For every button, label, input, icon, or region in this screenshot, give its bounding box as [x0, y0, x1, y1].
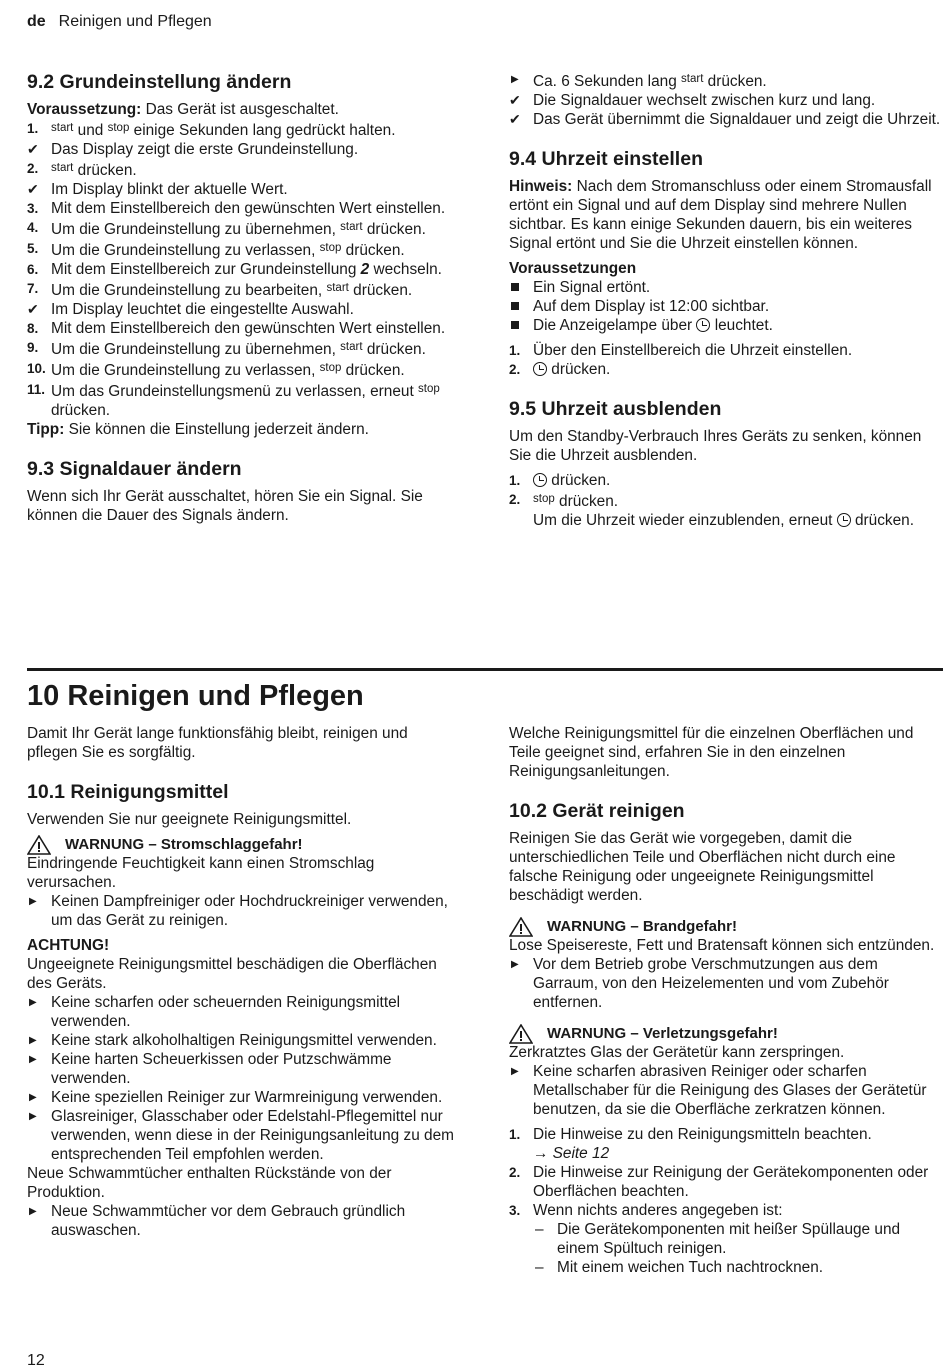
clean-step-2: 2. Die Hinweise zur Reinigung der Gerätekomponenten oder Oberflächen beachten.: [509, 1164, 929, 1200]
check-icon: ✔: [509, 111, 521, 127]
fire-warning-text: Lose Speisereste, Fett und Bratensaft können sich entzünden.: [509, 937, 935, 954]
result-1: ✔ Das Display zeigt die erste Grundeinstellung.: [27, 141, 359, 158]
page-number: 12: [27, 1352, 45, 1369]
header-title: Reinigen und Pflegen: [58, 13, 212, 30]
prereq-item-1: Ein Signal ertönt.: [509, 278, 945, 297]
step-1: 1. $^{start}$ und $^{stop}$ einige Sekunden lang gedrückt halten.: [27, 121, 396, 139]
section-9-5-heading: 9.5 Uhrzeit ausblenden: [509, 398, 722, 420]
step-3: 3. Mit dem Einstellbereich den gewünschten Wert einstellen.: [27, 200, 446, 217]
fire-warning-action: ▶ Vor dem Betrieb grobe Verschmutzungen aus dem Garraum, von den Heizelementen und vom Zubehör entfernen.: [511, 956, 889, 1011]
stop-key-label: stop: [107, 122, 130, 134]
clean-step-1: 1. Die Hinweise zu den Reinigungsmitteln beachten. → Seite 12: [509, 1126, 872, 1162]
section-9-4-heading: 9.4 Uhrzeit einstellen: [509, 148, 703, 170]
section-9-3-intro: Wenn sich Ihr Gerät ausschaltet, hören Sie ein Signal. Sie können die Dauer des Signals ändern.: [27, 488, 423, 524]
left-column-top: [27, 70, 462, 525]
chapter-divider: [27, 668, 943, 671]
hide-step-1: 1. drücken.: [509, 472, 611, 489]
action-arrow-icon: ▶: [29, 997, 37, 1008]
section-9-5-intro: Um den Standby-Verbrauch Ihres Geräts zu senken, können Sie die Uhrzeit ausblenden.: [509, 428, 922, 464]
action-arrow-icon: ▶: [29, 1111, 37, 1122]
clock-icon: [533, 473, 547, 487]
signal-result-1: ✔ Die Signaldauer wechselt zwischen kurz und lang.: [509, 92, 876, 109]
section-10-1-intro: Verwenden Sie nur geeignete Reinigungsmittel.: [27, 811, 352, 828]
injury-warning-text: Zerkratztes Glas der Gerätetür kann zerspringen.: [509, 1044, 845, 1061]
clean-substep-1: – Die Gerätekomponenten mit heißer Spüllauge und einem Spültuch reinigen.: [535, 1221, 901, 1257]
step-5: 5. Um die Grundeinstellung zu verlassen, $^{stop}$ drücken.: [27, 241, 405, 259]
step-4: 4. Um die Grundeinstellung zu übernehmen, $^{start}$ drücken.: [27, 220, 426, 238]
section-10-2-intro: Reinigen Sie das Gerät wie vorgegeben, damit die unterschiedlichen Teile und Oberflächen nicht durch eine falsche Reinigung oder ungeeignete Reinigungsmittel beschädigt werden.: [509, 830, 896, 904]
note: Hinweis: Nach dem Stromanschluss oder einem Stromausfall ertönt ein Signal und auf dem Display sind mehrere Nullen sichtbar. Es kann einige Sekunden dauern, bis ein weiteres Signal ertönt und Sie die Uhrzeit einstellen können.: [509, 178, 932, 252]
action-arrow-icon: ▶: [29, 1054, 37, 1065]
electric-shock-warning: WARNUNG – Stromschlaggefahr!: [27, 835, 462, 854]
square-bullet-icon: [511, 321, 519, 329]
list-item: ▶ Keine speziellen Reiniger zur Warmreinigung verwenden.: [29, 1089, 443, 1106]
prereq-item-3: Die Anzeigelampe über leuchtet.: [509, 316, 945, 335]
injury-warning: WARNUNG – Verletzungsgefahr!: [509, 1024, 945, 1043]
step-10: 10. Um die Grundeinstellung zu verlassen, $^{stop}$ drücken.: [27, 361, 405, 379]
right-column-top: [509, 70, 945, 530]
time-step-2: 2. drücken.: [509, 361, 611, 378]
section-10-2-heading: 10.2 Gerät reinigen: [509, 800, 685, 822]
section-9-2-heading: 9.2 Grundeinstellung ändern: [27, 71, 292, 93]
injury-warning-action: ▶ Keine scharfen abrasiven Reiniger oder scharfen Metallschaber für die Reinigung des Glases der Gerätetür benutzen, da sie die Oberfläche zerkratzen können.: [511, 1063, 927, 1118]
clean-substep-2: – Mit einem weichen Tuch nachtrocknen.: [535, 1259, 824, 1276]
caution-title: ACHTUNG!: [27, 937, 110, 954]
result-2: ✔ Im Display blinkt der aktuelle Wert.: [27, 181, 288, 198]
list-item: ▶ Keine stark alkoholhaltigen Reinigungsmittel verwenden.: [29, 1032, 437, 1049]
signal-action: ▶ Ca. 6 Sekunden lang $^{start}$ drücken.: [509, 70, 945, 91]
prerequisites-heading: Voraussetzungen: [509, 260, 637, 277]
left-column-bottom: [27, 724, 462, 1240]
setting-2-symbol: 2: [360, 261, 370, 278]
action-arrow-icon: ▶: [511, 1066, 519, 1077]
step-11: 11. Um das Grundeinstellungsmenü zu verlassen, erneut $^{stop}$ drücken.: [27, 382, 440, 419]
start-key-label: start: [51, 122, 74, 134]
clock-icon: [696, 318, 710, 332]
section-10-1-heading: 10.1 Reinigungsmittel: [27, 781, 229, 803]
clock-icon: [837, 513, 851, 527]
sponge-action: ▶ Neue Schwammtücher vor dem Gebrauch gründlich auswaschen.: [29, 1203, 406, 1239]
action-arrow-icon: ▶: [511, 959, 519, 970]
electric-shock-action: ▶ Keinen Dampfreiniger oder Hochdruckreiniger verwenden, um das Gerät zu reinigen.: [29, 893, 448, 929]
chapter-10-heading-block: [27, 679, 943, 713]
list-item: ▶ Glasreiniger, Glasschaber oder Edelstahl-Pflegemittel nur verwenden, wenn diese in der Reinigungsanleitung zu dem entsprechenden Teil empfohlen werden.: [29, 1108, 454, 1163]
hide-step-2: 2. $^{stop}$ drücken.: [509, 492, 619, 510]
action-arrow-icon: ▶: [511, 74, 519, 85]
page-reference-link[interactable]: → Seite 12: [533, 1145, 610, 1162]
action-arrow-icon: ▶: [29, 1206, 37, 1217]
hide-step-2-note: Um die Uhrzeit wieder einzublenden, erneut drücken.: [533, 512, 915, 529]
signal-result-2: ✔ Das Gerät übernimmt die Signaldauer und zeigt die Uhrzeit.: [509, 111, 941, 128]
tip: Tipp: Sie können die Einstellung jederzeit ändern.: [27, 421, 369, 438]
check-icon: ✔: [27, 301, 39, 317]
step-7: 7. Um die Grundeinstellung zu bearbeiten, $^{start}$ drücken.: [27, 281, 413, 299]
check-icon: ✔: [509, 92, 521, 108]
list-item: ▶ Keine harten Scheuerkissen oder Putzschwämme verwenden.: [29, 1051, 392, 1087]
clock-icon: [533, 362, 547, 376]
square-bullet-icon: [511, 283, 519, 291]
prereq-item-2: Auf dem Display ist 12:00 sichtbar.: [509, 297, 945, 316]
language-code: de: [27, 13, 46, 30]
list-item: ▶ Keine scharfen oder scheuernden Reinigungsmittel verwenden.: [29, 994, 401, 1030]
right-column-bottom: [509, 724, 945, 1277]
warning-triangle-icon: [509, 917, 533, 937]
fire-warning: WARNUNG – Brandgefahr!: [509, 917, 945, 936]
warning-triangle-icon: [509, 1024, 533, 1044]
chapter-10-heading: 10 Reinigen und Pflegen: [27, 680, 364, 712]
check-icon: ✔: [27, 141, 39, 157]
caution-text: Ungeeignete Reinigungsmittel beschädigen die Oberflächen des Geräts.: [27, 956, 437, 992]
step-9: 9. Um die Grundeinstellung zu übernehmen, $^{start}$ drücken.: [27, 340, 426, 358]
step-6: 6. Mit dem Einstellbereich zur Grundeinstellung 2 wechseln.: [27, 261, 442, 278]
square-bullet-icon: [511, 302, 519, 310]
action-arrow-icon: ▶: [29, 896, 37, 907]
section-9-3-heading: 9.3 Signaldauer ändern: [27, 458, 242, 480]
chapter-10-intro: Damit Ihr Gerät lange funktionsfähig bleibt, reinigen und pflegen Sie es sorgfältig.: [27, 725, 408, 761]
clean-step-3: 3. Wenn nichts anderes angegeben ist:: [509, 1202, 783, 1219]
electric-shock-text: Eindringende Feuchtigkeit kann einen Stromschlag verursachen.: [27, 855, 375, 891]
step-2: 2. $^{start}$ drücken.: [27, 161, 137, 179]
action-arrow-icon: ▶: [29, 1092, 37, 1103]
page-header: [27, 12, 212, 31]
step-8: 8. Mit dem Einstellbereich den gewünschten Wert einstellen.: [27, 320, 446, 337]
result-7: ✔ Im Display leuchtet die eingestellte Auswahl.: [27, 301, 354, 318]
prerequisite: Voraussetzung: Das Gerät ist ausgeschaltet.: [27, 101, 339, 118]
check-icon: ✔: [27, 181, 39, 197]
chapter-10-right-intro: Welche Reinigungsmittel für die einzelnen Oberflächen und Teile geeignet sind, erfahren Sie in den einzelnen Reinigungsanleitungen.: [509, 725, 914, 780]
sponge-text: Neue Schwammtücher enthalten Rückstände von der Produktion.: [27, 1165, 392, 1201]
action-arrow-icon: ▶: [29, 1035, 37, 1046]
time-step-1: 1. Über den Einstellbereich die Uhrzeit einstellen.: [509, 342, 853, 359]
warning-triangle-icon: [27, 835, 51, 855]
